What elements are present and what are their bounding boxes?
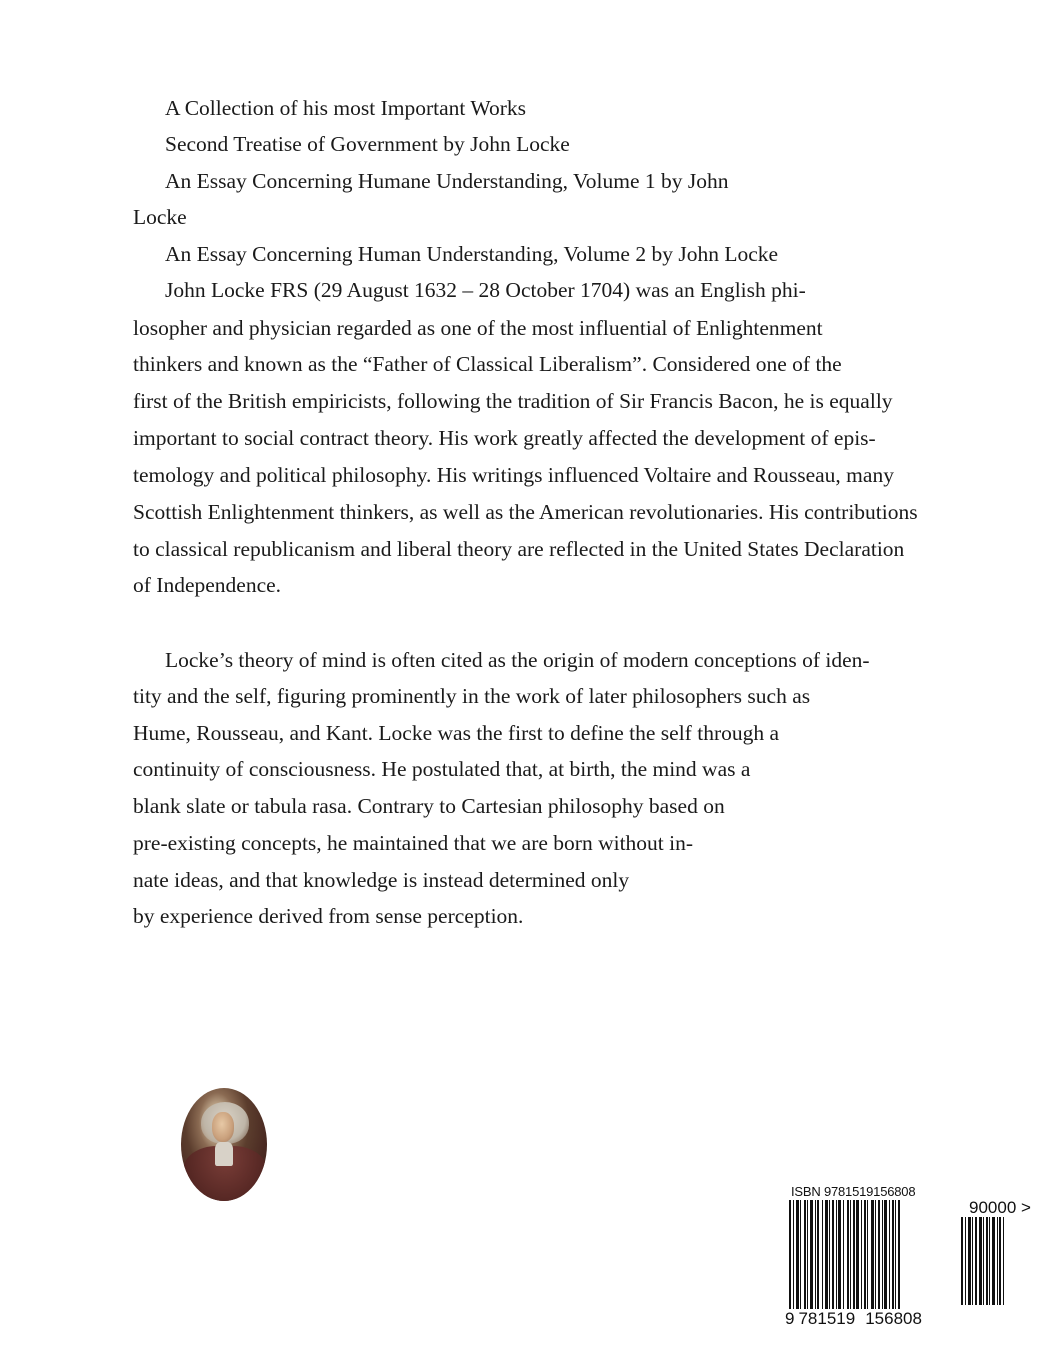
paragraph-line: John Locke FRS (29 August 1632 – 28 October 1704) was an English phi- [165,278,806,302]
paragraph-line: important to social contract theory. His work greatly affected the development of epis- [133,426,876,450]
price-addon-label: 90000 > [969,1198,1031,1217]
isbn-digits [785,1309,924,1329]
isbn-digit-group2: 156808 [865,1309,922,1328]
paragraph-line: Locke’s theory of mind is often cited as the origin of modern conceptions of iden- [165,648,870,672]
paragraph-line: tity and the self, figuring prominently in the work of later philosophers such as [133,684,811,708]
portrait-collar [215,1142,233,1166]
isbn-digit-group1: 781519 [798,1309,856,1328]
paragraph-line: continuity of consciousness. He postulated that, at birth, the mind was a [133,757,751,781]
header-line-essay-vol1-cont: Locke [133,205,187,229]
john-locke-portrait [181,1088,267,1201]
barcode-main-bars [789,1200,925,1315]
paragraph-line: pre-existing concepts, he maintained that we are born without in- [133,831,694,855]
isbn-barcode [785,1184,1035,1344]
header-line-essay-vol1: An Essay Concerning Humane Understanding, Volume 1 by John [165,169,729,193]
paragraph-line: to classical republicanism and liberal theory are reflected in the United States Declaration [133,537,905,561]
paragraph-line: temology and political philosophy. His writings influenced Voltaire and Rousseau, many [133,463,894,487]
paragraph-line: Scottish Enlightenment thinkers, as well as the American revolutionaries. His contributions [133,500,918,524]
paragraph-line: Hume, Rousseau, and Kant. Locke was the first to define the self through a [133,721,780,745]
barcode-addon-bars [961,1217,1029,1305]
header-line-essay-vol2: An Essay Concerning Human Understanding, Volume 2 by John Locke [165,242,779,266]
paragraph-line: by experience derived from sense perception. [133,904,524,928]
paragraph-line: of Independence. [133,573,282,597]
isbn-digit-first: 9 [785,1309,795,1328]
paragraph-line: first of the British empiricists, following the tradition of Sir Francis Bacon, he is equally [133,389,893,413]
header-line-second-treatise: Second Treatise of Government by John Locke [165,132,570,156]
isbn-label: ISBN 9781519156808 [791,1184,916,1199]
paragraph-line: thinkers and known as the “Father of Classical Liberalism”. Considered one of the [133,352,842,376]
portrait-face [212,1112,234,1142]
paragraph-line: losopher and physician regarded as one of the most influential of Enlightenment [133,316,823,340]
header-line-collection: A Collection of his most Important Works [165,96,526,120]
paragraph-line: nate ideas, and that knowledge is instead determined only [133,868,630,892]
paragraph-line: blank slate or tabula rasa. Contrary to Cartesian philosophy based on [133,794,725,818]
